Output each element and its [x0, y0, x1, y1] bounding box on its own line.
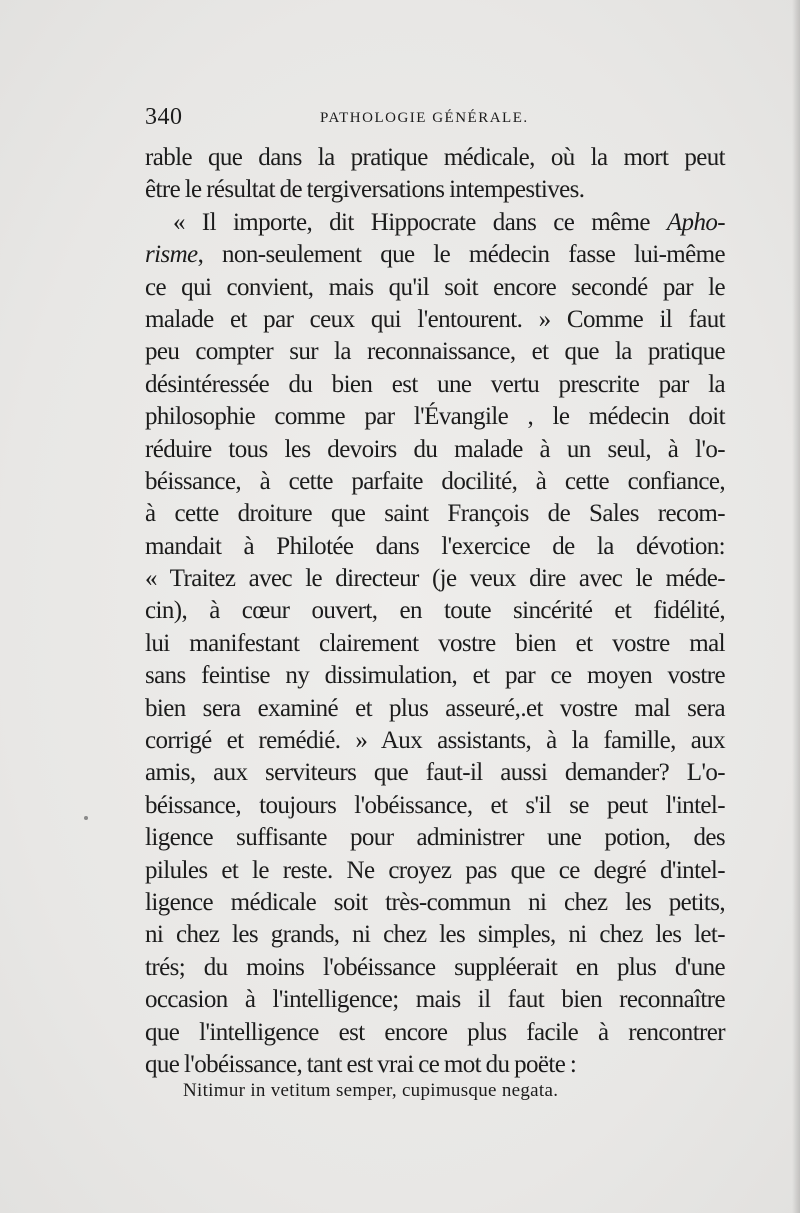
- text-line: cin), à cœur ouvert, en toute sincérité et fidélité,: [145, 597, 725, 625]
- text-line: lui manifestant clairement vostre bien et vostre mal: [145, 629, 725, 657]
- text-line: bien sera examiné et plus asseuré,.et vostre mal sera: [145, 694, 725, 722]
- margin-ink-dot: [84, 816, 88, 820]
- text-line: béissance, à cette parfaite docilité, à cette confiance,: [145, 467, 725, 495]
- text-line: pilules et le reste. Ne croyez pas que ce degré d'intel-: [145, 856, 725, 884]
- text-line: à cette droiture que saint François de Sales recom-: [145, 500, 725, 528]
- text-line: peu compter sur la reconnaissance, et que la pratique: [145, 338, 725, 366]
- text-line: désintéressée du bien est une vertu prescrite par la: [145, 370, 725, 398]
- body-text: [145, 142, 725, 1081]
- text-line: réduire tous les devoirs du malade à un seul, à l'o-: [145, 435, 725, 463]
- text-line: « Il importe, dit Hippocrate dans ce même Apho-: [173, 208, 725, 236]
- page-header: [145, 104, 725, 134]
- text-line: ligence médicale soit très-commun ni chez les petits,: [145, 888, 725, 916]
- text-line: occasion à l'intelligence; mais il faut bien reconnaître: [145, 986, 725, 1014]
- text-line: amis, aux serviteurs que faut-il aussi demander? L'o-: [145, 759, 725, 787]
- text-line: « Traitez avec le directeur (je veux dire avec le méde-: [145, 565, 725, 593]
- text-line: que l'obéissance, tant est vrai ce mot du poëte :: [145, 1050, 577, 1078]
- text-line: ce qui convient, mais qu'il soit encore secondé par le: [145, 273, 725, 301]
- text-line: sans feintise ny dissimulation, et par ce moyen vostre: [145, 662, 725, 690]
- page-edge-shadow: [792, 0, 800, 1213]
- running-title: PATHOLOGIE GÉNÉRALE.: [320, 110, 529, 126]
- text-line: philosophie comme par l'Évangile , le médecin doit: [145, 403, 725, 431]
- text-line: risme, non-seulement que le médecin fasse lui-même: [145, 241, 725, 269]
- text-line: corrigé et remédié. » Aux assistants, à la famille, aux: [145, 727, 725, 755]
- text-line: ligence suffisante pour administrer une potion, des: [145, 824, 725, 852]
- page-number: 340: [145, 104, 183, 130]
- text-line: rable que dans la pratique médicale, où la mort peut: [145, 144, 725, 171]
- text-line: malade et par ceux qui l'entourent. » Comme il faut: [145, 305, 725, 333]
- latin-verse-quote: Nitimur in vetitum semper, cupimusque negata.: [183, 1080, 559, 1101]
- text-line: trés; du moins l'obéissance suppléerait en plus d'une: [145, 953, 725, 981]
- text-line: mandait à Philotée dans l'exercice de la dévotion:: [145, 532, 725, 560]
- text-line: être le résultat de tergiversations intempestives.: [145, 176, 585, 204]
- text-line: ni chez les grands, ni chez les simples, ni chez les let-: [145, 921, 725, 949]
- text-line: béissance, toujours l'obéissance, et s'il se peut l'intel-: [145, 791, 725, 819]
- text-line: que l'intelligence est encore plus facile à rencontrer: [145, 1018, 725, 1046]
